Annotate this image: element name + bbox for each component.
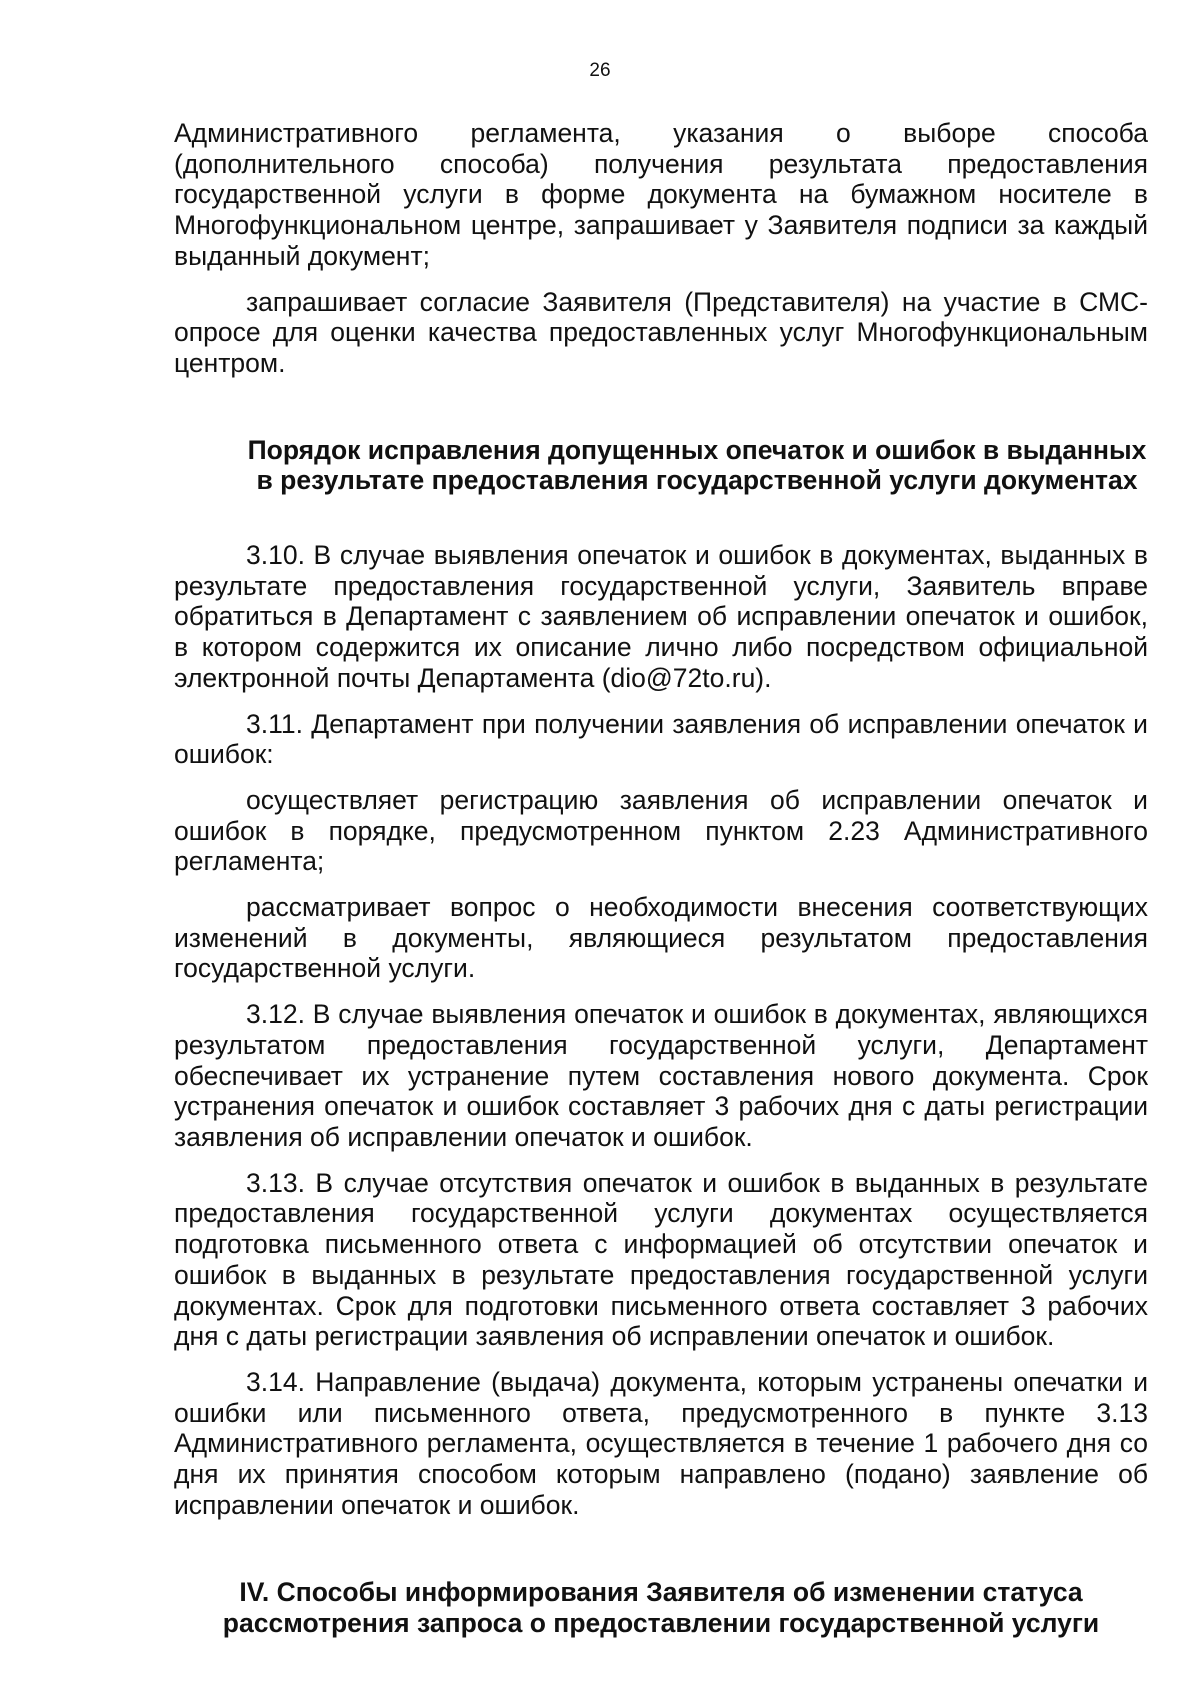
paragraph-3-11: 3.11. Департамент при получении заявления об исправлении опечаток и ошибок:: [174, 708, 1148, 770]
section-heading: Порядок исправления допущенных опечаток и ошибок в выданных в результате предоставления государственной услуги документах: [247, 434, 1147, 496]
paragraph-3-12: 3.12. В случае выявления опечаток и ошибок в документах, являющихся результатом предоставления государственной услуги, Департамент обеспечивает их устранение путем составления нового документа. Срок устранения опечаток и ошибок составляет 3 рабочих дня с даты регистрации заявления об исправлении опечаток и ошибок.: [174, 999, 1148, 1152]
paragraph-sms-survey: запрашивает согласие Заявителя (Представителя) на участие в СМС-опросе для оценки качества предоставленных услуг Многофункциональным центром.: [174, 286, 1148, 378]
paragraph-consideration: рассматривает вопрос о необходимости внесения соответствующих изменений в документы, являющиеся результатом предоставления государственной услуги.: [174, 892, 1148, 984]
page-content: [174, 118, 1148, 1639]
paragraph-registration: осуществляет регистрацию заявления об исправлении опечаток и ошибок в порядке, предусмотренном пунктом 2.23 Административного регламента;: [174, 784, 1148, 877]
page-number: 26: [589, 60, 611, 81]
paragraph-3-10: 3.10. В случае выявления опечаток и ошибок в документах, выданных в результате предоставления государственной услуги, Заявитель вправе обратиться в Департамент с заявлением об исправлении опечаток и ошибок, в котором содержится их описание лично либо посредством официальной электронной почты Департамента (dio@72to.ru).: [174, 540, 1148, 693]
paragraph-3-13: 3.13. В случае отсутствия опечаток и ошибок в выданных в результате предоставления государственной услуги документах осуществляется подготовка письменного ответа с информацией об отсутствии опечаток и ошибок в выданных в результате предоставления государственной услуги документах. Срок для подготовки письменного ответа составляет 3 рабочих дня с даты регистрации заявления об исправлении опечаток и ошибок.: [174, 1167, 1148, 1352]
paragraph-continuation: Административного регламента, указания о выборе способа (дополнительного способа) получения результата предоставления государственной услуги в форме документа на бумажном носителе в Многофункциональном центре, запрашивает у Заявителя подписи за каждый выданный документ;: [174, 118, 1148, 271]
paragraph-3-14: 3.14. Направление (выдача) документа, которым устранены опечатки и ошибки или письменного ответа, предусмотренного в пункте 3.13 Административного регламента, осуществляется в течение 1 рабочего дня со дня их принятия способом которым направлено (подано) заявление об исправлении опечаток и ошибок.: [174, 1366, 1148, 1520]
chapter-heading: IV. Способы информирования Заявителя об изменении статуса рассмотрения запроса о предоставлении государственной услуги: [222, 1577, 1100, 1639]
